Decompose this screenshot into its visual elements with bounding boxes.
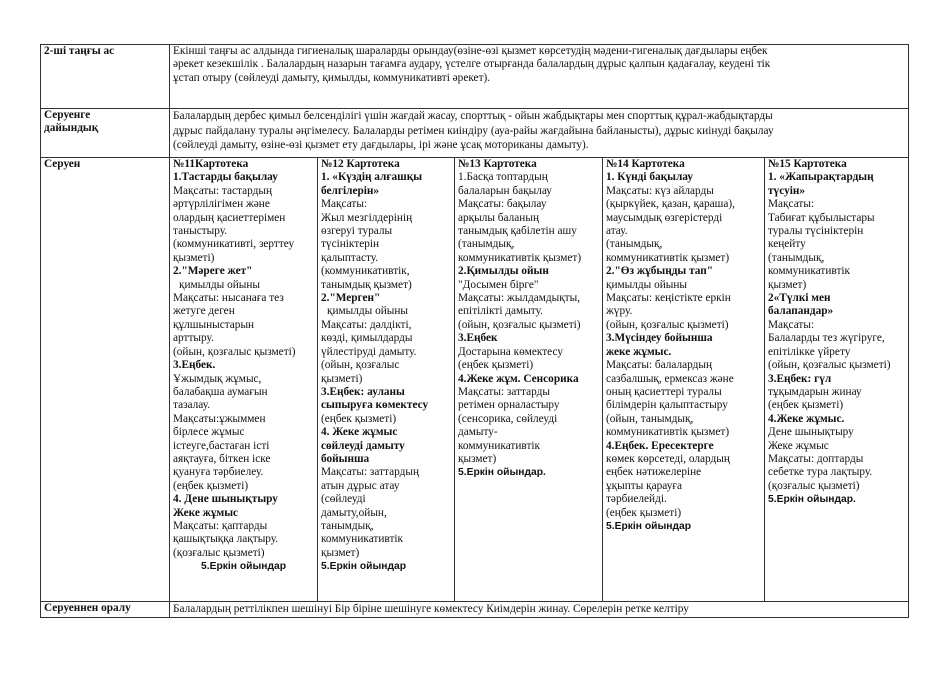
card-title: №12 Картотека [321,158,400,170]
card-line: 5.Еркін ойындар [201,561,287,573]
card-line: қызметі) [173,251,215,264]
card-line: коммуникативтік [458,439,541,452]
card-line: 4.Жеке жұмыс. [768,412,845,425]
card-line: танымдық қабілетін ашу [458,225,577,238]
row-label-second-breakfast [41,45,170,109]
card-line: 5.Еркін ойындар [606,520,692,532]
label-text: Серуен [44,158,81,170]
card-line: (танымдық, [606,238,663,251]
card-line: білімдерін қалыптастыру [606,399,728,412]
card-title: №14 Картотека [606,158,685,170]
card-line: дамыту,ойын, [321,506,387,519]
return-from-walk-description [170,602,909,618]
card-line: (ойын, қозғалыс қызметі) [458,318,581,331]
daily-plan-table [40,44,909,618]
card-line: Мақсаты: нысанаға тез [173,292,284,305]
card-line: қалыптасту. [321,251,379,264]
card-line: коммуникативтік қызмет) [606,251,730,264]
card-line: қызмет) [321,546,360,559]
card-line: құлшыныстарын [173,318,255,331]
card-line: епітілікті дамыту. [458,305,543,318]
card-line: (ойын, танымдық, [606,412,694,425]
card-line: 4. Жеке жұмыс [321,426,398,439]
card-line: 5.Еркін ойындар [321,561,407,573]
label-line: Серуенге [44,109,91,121]
card-line: аяқтауға, біткен іске [173,452,271,465]
card-line: (қыркүйек, қазан, қараша), [606,198,735,211]
card-line: 2."Мерген" [321,292,381,305]
card-line: коммуникативтік қызмет) [606,426,730,439]
card-line: дамыту- [458,426,498,439]
card-line: Жеке жұмыс [768,439,829,452]
card-line: (ойын, қозғалыс [321,359,400,372]
card-line: (коммуникативтік, [321,265,410,278]
card-line: Мақсаты: балалардың [606,359,713,372]
card-line: (еңбек қызметі) [458,359,534,372]
description-line: дұрыс пайдалану туралы әңгімелесу. Балаларды ретімен киіндіру (ауа-райы жағдайына байланысты), дұрыс киінуді бақылау [173,124,774,137]
card-line: 1.Тастарды бақылау [173,171,278,184]
card-line: 3.Еңбек: гүл [768,372,832,385]
card-line: бірлесе жұмыс [173,426,245,439]
card-line: (еңбек қызметі) [768,399,844,412]
card-line: балабақша аумағын [173,385,268,398]
card-line: 2«Түлкі мен [768,292,831,305]
label-text: 2-ші таңғы ас [44,45,115,57]
card-line: 1. «Жапырақтардың [768,171,874,184]
card-line: Мақсаты: дәлдікті, [321,318,412,331]
description-line: ұстап отыру (сөйлеуді дамыту, қимылды, коммуникативті әрекет). [173,71,491,84]
card-line: Мақсаты: жылдамдықты, [458,292,581,305]
card-line: сөйлеуді дамыту [321,439,405,452]
card-line: әртүрлілігімен және [173,198,270,211]
card-title: №13 Картотека [458,158,537,170]
card-line: жүру. [606,305,633,318]
card-title: №11Картотека [173,158,249,170]
card-line: жетуге деген [173,305,235,318]
second-breakfast-description [170,45,909,109]
card-line: (ойын, қозғалыс қызметі) [606,318,729,331]
card-line: Мақсаты: [768,318,815,331]
row-return-from-walk [41,602,909,618]
card-line: (коммуникативті, зерттеу [173,238,295,251]
walk-preparation-description [170,109,909,158]
card-line: 3.Еңбек: ауланы [321,385,405,398]
card-line: сыпыруға көмектесу [321,399,429,412]
card-line: маусымдық өзгерістерді [606,211,723,224]
card-line: істеуге,бастаған істі [173,439,270,452]
card-line: (танымдық, [458,238,515,251]
card-line: (сөйлеуді [321,493,366,506]
card-line: Мақсаты: тастардың [173,184,272,197]
card-line: 3.Еңбек [458,332,498,345]
description-line: Балалардың реттілікпен шешінуі Бір біріне шешінуге көмектесу Киімдерін жинау. Сөрелерін ретке келтіру [173,603,689,615]
walk-card-11 [170,158,318,602]
card-line: 3.Еңбек. [173,359,216,372]
card-line: ретімен орналастыру [458,399,560,412]
walk-card-14 [603,158,765,602]
walk-card-15 [765,158,909,602]
card-line: 1.Басқа топтардың [458,171,548,184]
card-line: (қозғалыс қызметі) [768,479,860,492]
card-line: танымдық, [321,519,374,532]
card-line: Мақсаты: бақылау [458,198,547,211]
card-line: Дене шынықтыру [768,426,854,439]
card-line: туралы түсініктерін [768,225,864,238]
card-line: Мақсаты: қаптарды [173,519,268,532]
row-second-breakfast [41,45,909,109]
card-line: қызметі) [321,372,363,385]
card-line: (еңбек қызметі) [321,412,397,425]
card-line: 4.Еңбек. Ересектерге [606,439,714,452]
card-line: атын дұрыс атау [321,479,400,492]
card-line: қызмет) [768,278,807,291]
description-line: әрекет кезекшілік . Балалардың назарын тағамға аудару, үстелге отырғанда балалардың дұрыс қалпын қадағалау, кеудені тік [173,58,771,71]
card-line: 3.Мүсіндеу бойынша [606,332,713,345]
card-line: Мақсаты: [768,198,815,211]
card-line: Мақсаты: кеңістікте еркін [606,292,731,305]
description-line: Екінші таңғы ас алдында гигиеналық шараларды орындау(өзіне-өзі қызмет көрсетудің мәдени-гигеналық дағдылары еңбек [173,45,768,57]
card-line: түсуін» [768,184,806,197]
card-line: үйлестіруді дамыту. [321,345,417,358]
card-line: Мақсаты:ұжыммен [173,412,266,425]
card-line: ұқыпты қарауға [606,479,683,492]
card-line: Мақсаты: заттардың [321,466,420,479]
card-line: 2."Мәреге жет" [173,265,253,278]
card-line: Ұжымдық жұмыс, [173,372,262,385]
card-line: (еңбек қызметі) [606,506,682,519]
description-line: (сөйлеуді дамыту, өзіне-өзі қызмет ету дағдылары, ірі және ұсақ моториканы дамыту). [173,139,589,151]
card-line: қуануға тәрбиелеу. [173,466,264,479]
card-line: қашықтыққа лақтыру. [173,533,279,546]
card-line: (танымдық, [768,251,825,264]
card-line: 2."Өз жұбыңды тап" [606,265,714,278]
card-line: тұқымдарын жинау [768,385,862,398]
card-line: 4. Дене шынықтыру [173,493,278,506]
card-line: қызмет) [458,452,497,465]
card-line: жеке жұмыс. [606,345,672,358]
card-line: 5.Еркін ойындар. [768,494,856,506]
card-line: Табиғат құбылыстары [768,211,875,224]
card-line: арқылы баланың [458,211,539,224]
card-line: сазбалшық, ермексаз және [606,372,734,385]
card-line: 5.Еркін ойындар. [458,467,546,479]
card-line: коммуникативтік [321,533,404,546]
card-line: еңбек нәтижелеріне [606,466,702,479]
card-line: себетке тура лақтыру. [768,466,873,479]
card-line: өзгеруі туралы [321,225,393,238]
card-line: Мақсаты: заттарды [458,385,550,398]
card-line: коммуникативтік қызмет) [458,251,582,264]
card-line: танымдық қызмет) [321,278,412,291]
walk-card-13 [455,158,603,602]
card-line: таныстыру. [173,225,228,238]
card-line: тазалау. [173,399,211,412]
card-line: Мақсаты: күз айларды [606,184,714,197]
card-line: Жеке жұмыс [173,506,239,519]
card-line: атау. [606,225,628,238]
card-line: (сенсорика, сөйлеуді [458,412,558,425]
card-line: епітілікке үйрету [768,345,851,358]
card-line: (еңбек қызметі) [173,479,249,492]
card-line: Жыл мезгілдерінің [321,211,413,224]
card-line: (ойын, қозғалыс қызметі) [768,359,891,372]
card-title: №15 Картотека [768,158,847,170]
row-label-walk [41,158,170,602]
walk-card-12 [318,158,455,602]
card-line: түсініктерін [321,238,380,251]
card-line: "Досымен бірге" [458,278,539,291]
label-text: Серуеннен оралу [44,602,131,614]
card-line: көзді, қимылдарды [321,332,413,345]
card-line: коммуникативтік [768,265,851,278]
card-line: Мақсаты: доптарды [768,452,864,465]
card-line: балаларын бақылау [458,184,552,197]
card-line: 1. Күнді бақылау [606,171,694,184]
card-line: оның қасиеттері туралы [606,385,722,398]
card-line: (ойын, қозғалыс қызметі) [173,345,296,358]
card-line: көмек көрсетеді, олардың [606,452,730,465]
card-line: қимылды ойыны [179,278,260,291]
card-line: Мақсаты: [321,198,368,211]
row-walk-preparation [41,109,909,158]
card-line: 1. «Күздің алғашқы [321,171,423,184]
label-line: дайындық [44,122,99,135]
card-line: белгілерін» [321,184,380,197]
card-line: 2.Қимылды ойын [458,265,549,278]
card-line: олардың қасиеттерімен [173,211,286,224]
card-line: арттыру. [173,332,214,345]
row-walk [41,158,909,602]
card-line: кеңейту [768,238,806,251]
card-line: балапандар» [768,305,834,318]
card-line: 4.Жеке жұм. Сенсорика [458,372,579,385]
row-label-walk-preparation [41,109,170,158]
card-line: қимылды ойыны [606,278,687,291]
row-label-return-from-walk [41,602,170,618]
card-line: бойынша [321,452,370,465]
card-line: тәрбиелейді. [606,493,667,506]
card-line: Доcтарына көмектесу [458,345,563,358]
card-line: Балаларды тез жүгіруге, [768,332,885,345]
card-line: (қозғалыс қызметі) [173,546,265,559]
description-line: Балалардың дербес қимыл белсенділігі үшін жағдай жасау, спорттық - ойын жабдықтары мен спорттық құрал-жабдықтарды [173,110,773,122]
card-line: қимылды ойыны [327,305,408,318]
